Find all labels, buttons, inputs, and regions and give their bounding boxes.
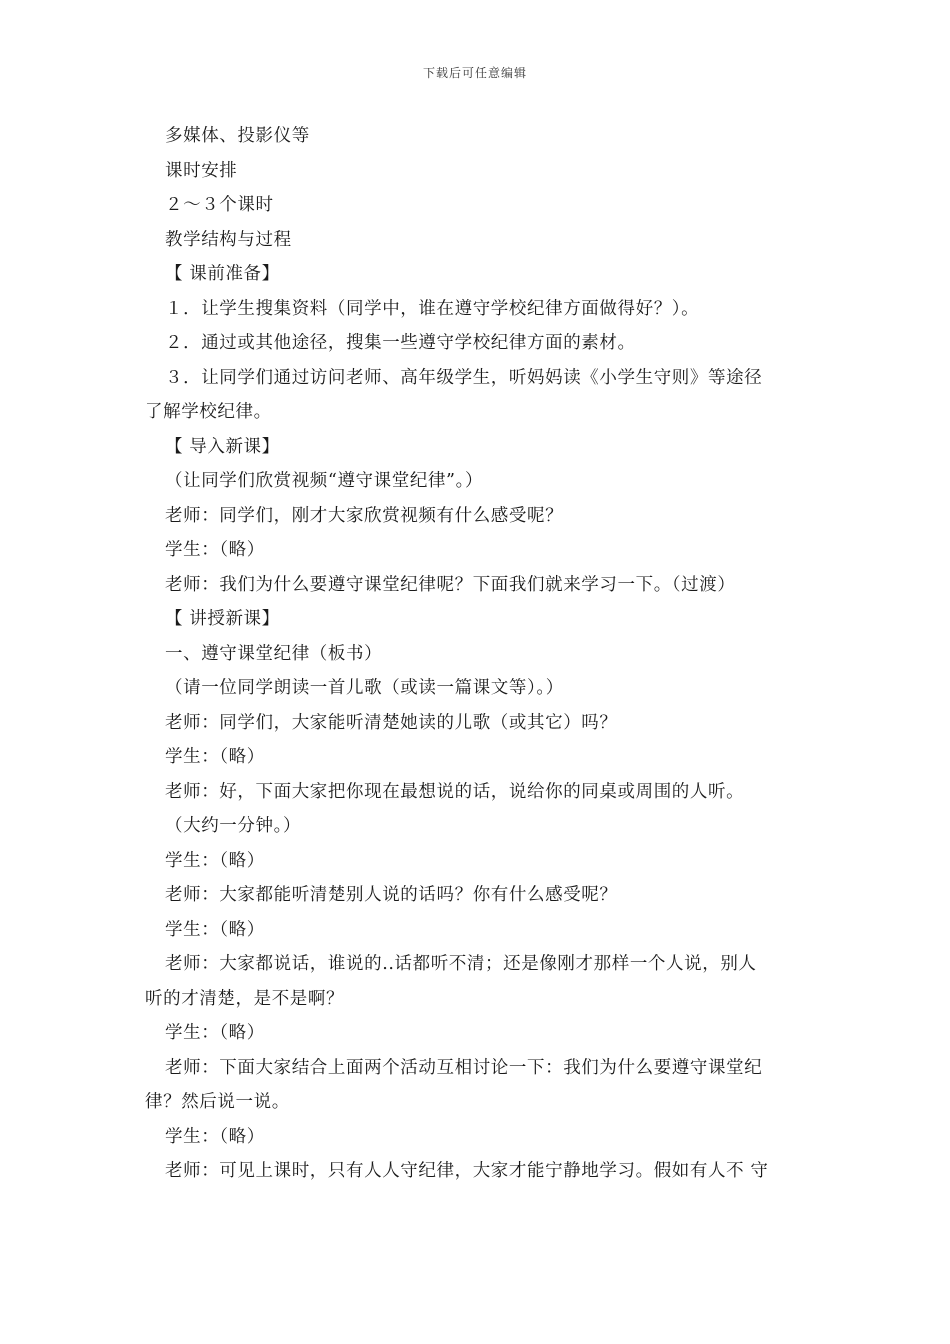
dialogue-line: 老师：可见上课时，只有人人守纪律，大家才能宁静地学习。假如有人不 守: [165, 1161, 769, 1181]
paragraph: 多媒体、投影仪等: [165, 126, 310, 146]
section-heading: 【 导入新课】: [165, 437, 280, 457]
dialogue-line: 学生：（略）: [165, 1023, 265, 1043]
paragraph-continuation: 了解学校纪律。: [145, 402, 272, 422]
dialogue-line: 学生：（略）: [165, 920, 265, 940]
paragraph: （让同学们欣赏视频“遵守课堂纪律”。）: [165, 471, 484, 491]
list-item: １．让学生搜集资料（同学中，谁在遵守学校纪律方面做得好？）。: [165, 299, 700, 319]
dialogue-line: 老师：大家都能听清楚别人说的话吗？你有什么感受呢？: [165, 885, 618, 905]
dialogue-line: 学生：（略）: [165, 540, 265, 560]
paragraph: （大约一分钟。）: [165, 816, 302, 836]
paragraph: 课时安排: [165, 161, 238, 181]
paragraph: ２～３个课时: [165, 195, 274, 215]
page-header: 下载后可任意编辑: [422, 66, 527, 80]
dialogue-line: 学生：（略）: [165, 747, 265, 767]
dialogue-line: 学生：（略）: [165, 1127, 265, 1147]
paragraph-continuation: 听的才清楚，是不是啊？: [145, 989, 345, 1009]
dialogue-line: 老师：同学们，大家能听清楚她读的儿歌（或其它）吗？: [165, 713, 618, 733]
paragraph: 教学结构与过程: [165, 230, 292, 250]
dialogue-line: 老师：我们为什么要遵守课堂纪律呢？下面我们就来学习一下。（过渡）: [165, 575, 736, 595]
subheading: 一、遵守课堂纪律（板书）: [165, 644, 383, 664]
list-item: ３．让同学们通过访问老师、高年级学生，听妈妈读《小学生守则》等途径: [165, 368, 763, 388]
paragraph: （请一位同学朗读一首儿歌（或读一篇课文等）。）: [165, 678, 564, 698]
dialogue-line: 老师：好，下面大家把你现在最想说的话，说给你的同桌或周围的人听。: [165, 782, 745, 802]
dialogue-line: 老师：下面大家结合上面两个活动互相讨论一下：我们为什么要遵守课堂纪: [165, 1058, 763, 1078]
dialogue-line: 老师：同学们，刚才大家欣赏视频有什么感受呢？: [165, 506, 564, 526]
paragraph-continuation: 律？然后说一说。: [145, 1092, 290, 1112]
section-heading: 【 课前准备】: [165, 264, 280, 284]
dialogue-line: 老师：大家都说话，谁说的..话都听不清；还是像刚才那样一个人说，别人: [165, 954, 757, 974]
dialogue-line: 学生：（略）: [165, 851, 265, 871]
section-heading: 【 讲授新课】: [165, 609, 280, 629]
list-item: ２．通过或其他途径，搜集一些遵守学校纪律方面的素材。: [165, 333, 636, 353]
